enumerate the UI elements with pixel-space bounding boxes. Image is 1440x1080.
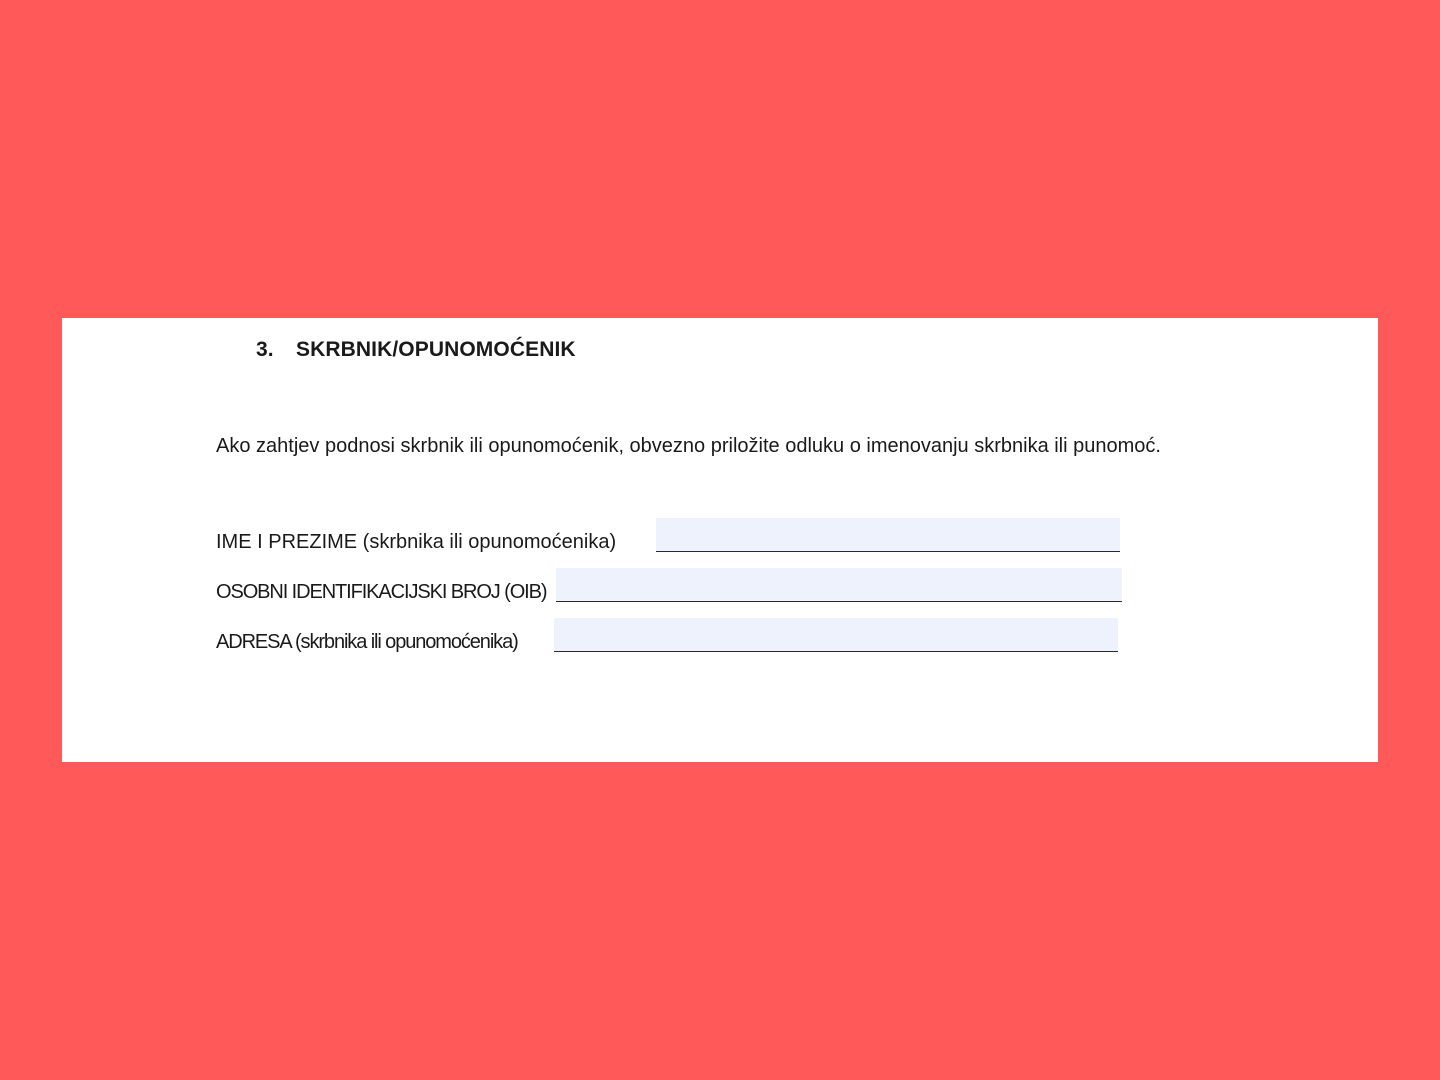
guardian-oib-input[interactable] (556, 568, 1122, 602)
instruction-text: Ako zahtjev podnosi skrbnik ili opunomoćenik, obvezno priložite odluku o imenovanju skrbnika ili punomoć. (216, 435, 1161, 457)
section-heading (256, 338, 576, 362)
guardian-address-label: ADRESA (skrbnika ili opunomoćenika) (216, 631, 518, 653)
guardian-oib-label: OSOBNI IDENTIFIKACIJSKI BROJ (OIB) (216, 581, 547, 603)
document-panel (62, 318, 1378, 762)
section-number: 3. (256, 338, 274, 361)
guardian-address-row (216, 618, 1126, 658)
guardian-name-input[interactable] (656, 518, 1120, 552)
guardian-name-row (216, 518, 1126, 558)
guardian-address-input[interactable] (554, 618, 1118, 652)
guardian-oib-row (216, 568, 1126, 608)
guardian-name-label: IME I PREZIME (skrbnika ili opunomoćenika) (216, 531, 617, 553)
section-title: SKRBNIK/OPUNOMOĆENIK (296, 338, 576, 361)
